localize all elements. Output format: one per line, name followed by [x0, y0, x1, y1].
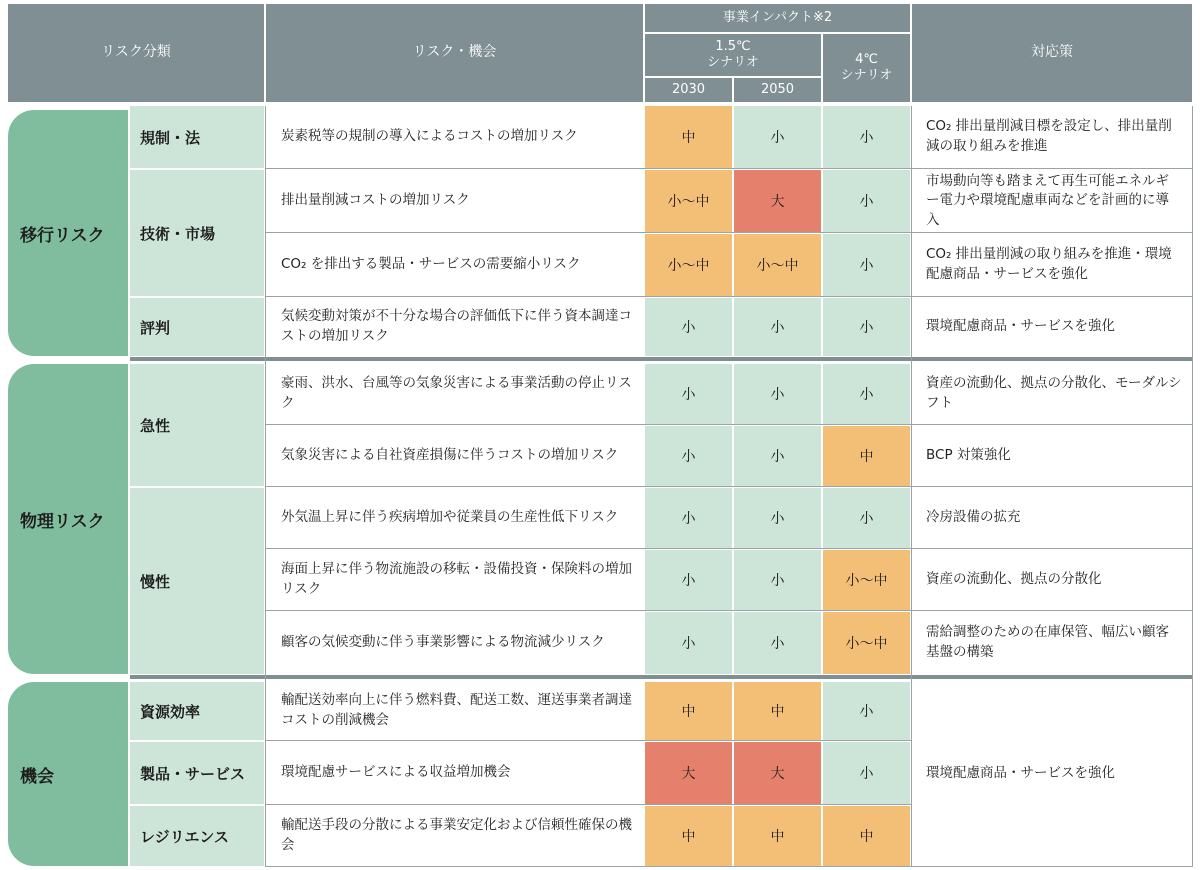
impact-2050: [734, 488, 821, 548]
measure-cell: [912, 426, 1192, 486]
impact-2030: [645, 612, 732, 674]
risk-cell: [266, 488, 643, 548]
impact-2050: [734, 612, 821, 674]
impact-value: 中: [681, 130, 696, 146]
header-scenario-15c-label: 1.5℃ シナリオ: [707, 38, 759, 70]
impact-4c: [823, 364, 910, 424]
risk-cell: [266, 106, 643, 168]
risk-text: CO₂ を排出する製品・サービスの需要縮小リスク: [281, 256, 581, 273]
measure-cell: [912, 612, 1192, 674]
risk-cell: [266, 234, 643, 296]
subcategory-acute: [130, 364, 264, 486]
row-divider: [266, 168, 1192, 169]
section-separator: [130, 675, 1192, 679]
header-risk-category: [8, 4, 264, 102]
risk-text: 豪雨、洪水、台風等の気象災害による事業活動の停止リスク: [281, 375, 632, 411]
impact-4c: [823, 106, 910, 168]
impact-2030: [645, 106, 732, 168]
measure-cell: [912, 170, 1192, 232]
column-divider: [1192, 106, 1193, 867]
risk-text: 環境配慮サービスによる収益増加機会: [281, 764, 511, 781]
subcategory-technology-market: [130, 170, 264, 296]
impact-value: 中: [859, 449, 874, 465]
measure-cell: [912, 364, 1192, 424]
impact-2030: [645, 742, 732, 804]
impact-value: 中: [681, 829, 696, 845]
subcategory-products-services-label: 製品・サービス: [140, 764, 246, 783]
row-divider: [266, 232, 1192, 233]
measure-text: 資産の流動化、拠点の分散化、モーダルシフト: [926, 375, 1182, 411]
risk-cell: [266, 170, 643, 232]
impact-4c: [823, 234, 910, 296]
impact-2030: [645, 550, 732, 610]
header-business-impact: [645, 4, 910, 32]
impact-value: 大: [770, 194, 785, 210]
impact-2050: [734, 806, 821, 866]
category-opportunity: [8, 682, 128, 866]
category-transition-label: 移行リスク: [20, 225, 105, 246]
risk-cell: [266, 364, 643, 424]
row-divider: [266, 804, 912, 805]
subcategory-technology-market-label: 技術・市場: [140, 224, 216, 243]
header-measures: [912, 4, 1192, 102]
impact-2050: [734, 550, 821, 610]
subcategory-chronic: [130, 488, 264, 674]
impact-value: 中: [770, 829, 785, 845]
impact-value: 小: [859, 258, 874, 274]
risk-cell: [266, 742, 643, 804]
subcategory-reputation-label: 評判: [140, 318, 171, 337]
risk-cell: [266, 426, 643, 486]
impact-2030: [645, 170, 732, 232]
impact-value: 中: [681, 704, 696, 720]
impact-2030: [645, 806, 732, 866]
table-bottom-border: [266, 866, 1192, 867]
row-divider: [266, 610, 1192, 611]
category-physical-risk: [8, 364, 128, 674]
impact-value: 小〜中: [667, 194, 710, 210]
impact-value: 小〜中: [845, 636, 888, 652]
row-divider: [266, 296, 1192, 297]
impact-value: 小: [859, 194, 874, 210]
risk-text: 輸配送手段の分散による事業安定化および信頼性確保の機会: [281, 817, 632, 853]
impact-4c: [823, 612, 910, 674]
header-measures-label: 対応策: [1031, 44, 1073, 61]
impact-value: 小: [859, 320, 874, 336]
risk-text: 輸配送効率向上に伴う燃料費、配送工数、運送事業者調達コストの削減機会: [281, 692, 632, 728]
impact-2030: [645, 682, 732, 740]
column-divider: [911, 106, 912, 867]
impact-2030: [645, 298, 732, 356]
impact-value: 小: [681, 636, 696, 652]
impact-value: 小: [770, 511, 785, 527]
risk-cell: [266, 550, 643, 610]
impact-2030: [645, 488, 732, 548]
impact-4c: [823, 298, 910, 356]
impact-value: 小: [859, 766, 874, 782]
subcategory-regulation-label: 規制・法: [140, 128, 201, 147]
measure-cell: [912, 234, 1192, 296]
impact-2050: [734, 298, 821, 356]
impact-value: 小〜中: [845, 573, 888, 589]
subcategory-resilience-label: レジリエンス: [140, 827, 229, 846]
impact-2050: [734, 234, 821, 296]
category-physical-label: 物理リスク: [20, 511, 105, 532]
header-year-2050: [734, 78, 821, 102]
measure-text: 市場動向等も踏まえて再生可能エネルギー電力や環境配慮車両などを計画的に導入: [926, 172, 1169, 228]
impact-4c: [823, 806, 910, 866]
measure-text: CO₂ 排出量削減目標を設定し、排出量削減の取り組みを推進: [926, 118, 1172, 154]
risk-text: 排出量削減コストの増加リスク: [281, 192, 470, 209]
subcategory-regulation: [130, 106, 264, 168]
category-transition-risk: [8, 110, 128, 356]
subcategory-chronic-label: 慢性: [140, 572, 171, 591]
header-risk-opportunity-label: リスク・機会: [412, 44, 497, 61]
column-divider: [265, 106, 266, 867]
header-risk-opportunity: [266, 4, 643, 102]
impact-2030: [645, 234, 732, 296]
measure-cell: [912, 550, 1192, 610]
risk-cell: [266, 682, 643, 740]
impact-value: 小: [859, 704, 874, 720]
risk-text: 外気温上昇に伴う疾病増加や従業員の生産性低下リスク: [281, 509, 619, 526]
header-scenario-15c: [645, 34, 821, 76]
impact-4c: [823, 170, 910, 232]
header-scenario-4c: [823, 34, 910, 102]
risk-cell: [266, 806, 643, 866]
measure-text: CO₂ 排出量削減の取り組みを推進・環境配慮商品・サービスを強化: [926, 246, 1172, 282]
section-separator: [130, 357, 1192, 361]
risk-text: 炭素税等の規制の導入によるコストの増加リスク: [281, 128, 578, 145]
impact-2030: [645, 364, 732, 424]
measure-cell: [912, 106, 1192, 168]
impact-2050: [734, 170, 821, 232]
category-opportunity-label: 機会: [20, 766, 54, 787]
measure-text: 環境配慮商品・サービスを強化: [926, 765, 1115, 782]
impact-value: 小: [681, 320, 696, 336]
risk-text: 気候変動対策が不十分な場合の評価低下に伴う資本調達コストの増加リスク: [281, 308, 632, 344]
subcategory-resource-efficiency-label: 資源効率: [140, 702, 201, 721]
header-year-2050-label: 2050: [760, 81, 795, 97]
subcategory-resilience: [130, 806, 264, 866]
impact-value: 小: [770, 636, 785, 652]
impact-value: 小: [859, 387, 874, 403]
measure-text: BCP 対策強化: [926, 447, 1011, 464]
risk-cell: [266, 612, 643, 674]
impact-value: 小〜中: [756, 258, 799, 274]
risk-cell: [266, 298, 643, 356]
row-divider: [266, 486, 1192, 487]
header-risk-category-label: リスク分類: [101, 44, 171, 61]
impact-value: 中: [859, 829, 874, 845]
impact-value: 小: [681, 573, 696, 589]
impact-value: 小: [770, 573, 785, 589]
subcategory-products-services: [130, 742, 264, 804]
header-year-2030-label: 2030: [671, 81, 706, 97]
impact-value: 大: [770, 766, 785, 782]
impact-value: 小: [770, 449, 785, 465]
impact-value: 小: [681, 511, 696, 527]
risk-text: 気象災害による自社資産損傷に伴うコストの増加リスク: [281, 447, 619, 464]
impact-value: 小: [681, 387, 696, 403]
measure-text: 資産の流動化、拠点の分散化: [926, 571, 1102, 588]
impact-4c: [823, 550, 910, 610]
impact-value: 小〜中: [667, 258, 710, 274]
header-year-2030: [645, 78, 732, 102]
measure-text: 需給調整のための在庫保管、幅広い顧客基盤の構築: [926, 624, 1169, 660]
impact-value: 小: [770, 130, 785, 146]
impact-4c: [823, 742, 910, 804]
impact-2050: [734, 682, 821, 740]
impact-4c: [823, 682, 910, 740]
impact-value: 小: [770, 320, 785, 336]
impact-4c: [823, 488, 910, 548]
impact-value: 中: [770, 704, 785, 720]
impact-2050: [734, 106, 821, 168]
row-divider: [266, 548, 1192, 549]
subcategory-resource-efficiency: [130, 682, 264, 740]
row-divider: [266, 740, 912, 741]
impact-2030: [645, 426, 732, 486]
measure-text: 冷房設備の拡充: [926, 509, 1021, 526]
impact-2050: [734, 426, 821, 486]
subcategory-acute-label: 急性: [140, 416, 171, 435]
measure-text: 環境配慮商品・サービスを強化: [926, 318, 1115, 335]
risk-text: 海面上昇に伴う物流施設の移転・設備投資・保険料の増加リスク: [281, 561, 632, 597]
impact-4c: [823, 426, 910, 486]
risk-text: 顧客の気候変動に伴う事業影響による物流減少リスク: [281, 634, 605, 651]
impact-value: 小: [859, 511, 874, 527]
subcategory-reputation: [130, 298, 264, 356]
impact-2050: [734, 364, 821, 424]
measure-cell: [912, 298, 1192, 356]
header-business-impact-label: 事業インパクト※2: [722, 9, 833, 25]
impact-value: 小: [681, 449, 696, 465]
header-scenario-4c-label: 4℃ シナリオ: [840, 51, 893, 83]
impact-2050: [734, 742, 821, 804]
impact-value: 大: [681, 766, 696, 782]
impact-value: 小: [770, 387, 785, 403]
impact-value: 小: [859, 130, 874, 146]
row-divider: [266, 424, 1192, 425]
measure-cell: [912, 488, 1192, 548]
measure-cell-opportunity: [912, 682, 1192, 866]
